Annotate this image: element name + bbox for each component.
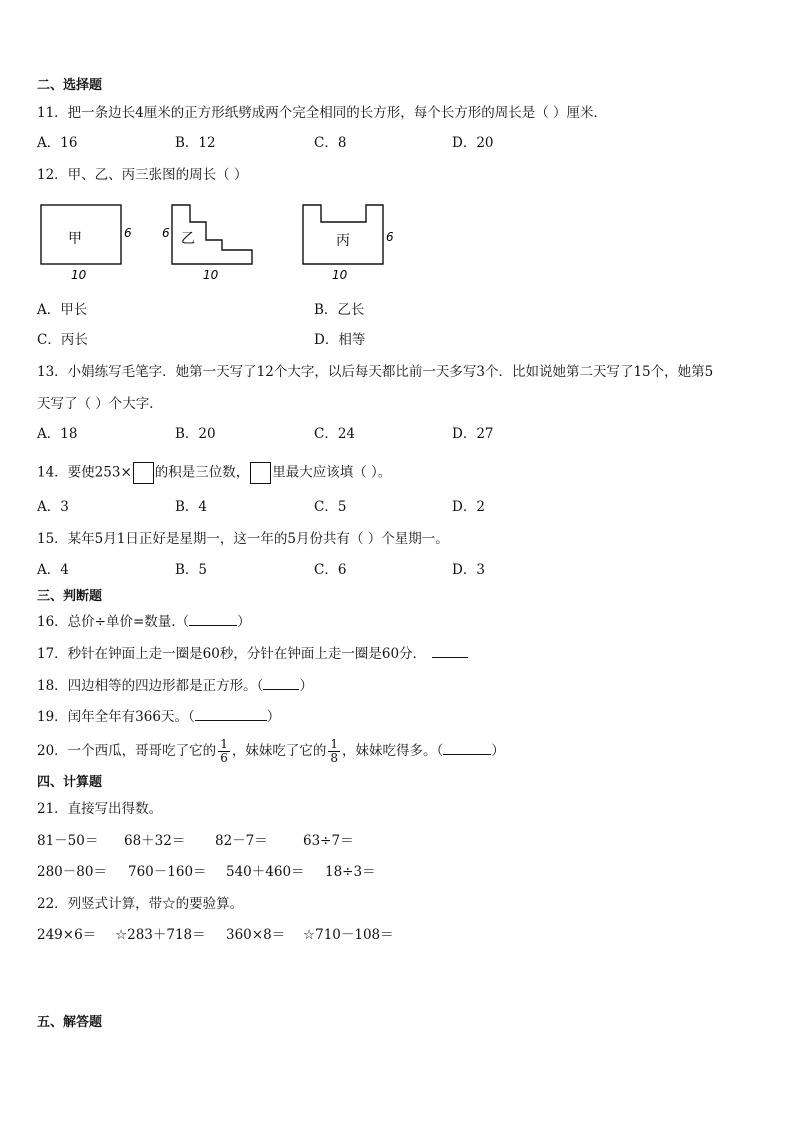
q18-text: 18．四边相等的四边形都是正方形。（ — [37, 678, 264, 694]
answer-blank — [195, 708, 267, 721]
answer-blank — [432, 645, 468, 658]
q14-text-part2: 的积是三位数， — [154, 464, 250, 481]
figure-jia-bottom: 10 — [71, 268, 87, 282]
q19-close: ） — [266, 709, 281, 725]
figure-yi-side: 6 — [162, 226, 170, 240]
q18-close: ） — [299, 678, 313, 694]
section-heading-calc: 四、计算题 — [37, 775, 103, 790]
answer-box — [133, 462, 154, 484]
question-12: 12．甲、乙、丙三张图的周长（ ） — [37, 167, 248, 183]
fraction-one-eighth — [328, 738, 340, 765]
section-heading-judge: 三、判断题 — [37, 589, 103, 604]
calc-item: 249×6＝ — [37, 927, 97, 943]
question-13-line1: 13．小娟练写毛笔字．她第一天写了12个大字，以后每天都比前一天多写3个．比如说她第二天写了15个，她第5 — [37, 364, 714, 380]
q13-option-d: D．27 — [452, 426, 494, 442]
figure-bing-label: 丙 — [336, 233, 350, 249]
q11-option-a: A．16 — [37, 135, 78, 151]
figure-jia-label: 甲 — [68, 231, 82, 247]
q13-option-b: B．20 — [175, 426, 216, 442]
calc-item: 540＋460＝ — [226, 864, 305, 880]
question-17 — [37, 645, 468, 663]
q13-option-a: A．18 — [37, 426, 78, 442]
calc-item: 81－50＝ — [37, 833, 99, 849]
fraction-denominator: 6 — [220, 751, 228, 765]
question-16 — [37, 613, 251, 631]
calc-item: 360×8＝ — [226, 927, 286, 943]
q20-close: ） — [491, 743, 505, 759]
figure-bing-side: 6 — [386, 230, 394, 244]
question-22: 22．列竖式计算，带☆的要验算。 — [37, 896, 244, 912]
answer-blank — [189, 613, 237, 626]
fraction-numerator: 1 — [330, 737, 338, 751]
q12-option-c: C．丙长 — [37, 332, 88, 348]
q11-option-b: B．12 — [175, 135, 216, 151]
q11-option-d: D．20 — [452, 135, 494, 151]
figure-bing-bottom: 10 — [332, 268, 348, 282]
answer-blank — [263, 677, 299, 690]
section-heading-solve: 五、解答题 — [37, 1015, 103, 1030]
q14-option-a: A．3 — [37, 499, 69, 515]
q20-text-part1: 20．一个西瓜，哥哥吃了它的 — [37, 743, 217, 759]
q12-figures — [0, 195, 794, 287]
answer-blank — [443, 742, 491, 755]
calc-item: 18÷3＝ — [325, 864, 376, 880]
q15-option-a: A．4 — [37, 562, 69, 578]
question-21: 21．直接写出得数。 — [37, 801, 163, 817]
q14-option-b: B．4 — [175, 499, 208, 515]
q12-option-b: B．乙长 — [314, 302, 365, 318]
calc-item: ☆710－108＝ — [303, 927, 394, 943]
q15-option-c: C．6 — [314, 562, 347, 578]
q20-text-part3: ，妹妹吃得多。（ — [341, 743, 444, 759]
section-heading-choice: 二、选择题 — [37, 78, 103, 93]
q15-option-d: D．3 — [452, 562, 485, 578]
q12-option-d: D．相等 — [314, 332, 366, 348]
question-19 — [37, 708, 280, 726]
calc-item: ☆283＋718＝ — [115, 927, 206, 943]
calc-item: 63÷7＝ — [303, 833, 354, 849]
question-20 — [37, 735, 505, 767]
question-11: 11．把一条边长4厘米的正方形纸劈成两个完全相同的长方形，每个长方形的周长是（ ）厘米． — [37, 105, 608, 121]
calc-item: 68＋32＝ — [124, 833, 186, 849]
q14-option-d: D．2 — [452, 499, 485, 515]
fraction-one-sixth — [218, 738, 230, 765]
calc-item: 760－160＝ — [128, 864, 207, 880]
question-14 — [37, 462, 391, 484]
q16-text: 16．总价÷单价=数量.（ — [37, 614, 190, 630]
q20-text-part2: ，妹妹吃了它的 — [231, 743, 327, 759]
q14-text-part1: 14．要使253× — [37, 464, 132, 481]
q19-text: 19．闰年全年有366天。（ — [37, 709, 195, 725]
question-18 — [37, 677, 313, 695]
figure-yi-label: 乙 — [181, 231, 195, 247]
q12-option-a: A．甲长 — [37, 302, 88, 318]
fraction-numerator: 1 — [220, 737, 228, 751]
q15-option-b: B．5 — [175, 562, 208, 578]
fraction-denominator: 8 — [330, 751, 338, 765]
calc-item: 82－7＝ — [215, 833, 268, 849]
question-15: 15．某年5月1日正好是星期一，这一年的5月份共有（ ）个星期一。 — [37, 531, 449, 547]
q11-option-c: C．8 — [314, 135, 347, 151]
q14-text-part3: 里最大应该填（ ）。 — [272, 464, 392, 481]
figure-yi-bottom: 10 — [203, 268, 219, 282]
q16-close: ） — [237, 614, 251, 630]
question-13-line2: 天写了（ ）个大字． — [37, 396, 163, 412]
q17-text: 17．秒针在钟面上走一圈是60秒，分针在钟面上走一圈是60分． — [37, 646, 427, 662]
answer-box — [250, 462, 271, 484]
q14-option-c: C．5 — [314, 499, 347, 515]
figure-jia-side: 6 — [124, 226, 132, 240]
q13-option-c: C．24 — [314, 426, 356, 442]
calc-item: 280－80＝ — [37, 864, 107, 880]
